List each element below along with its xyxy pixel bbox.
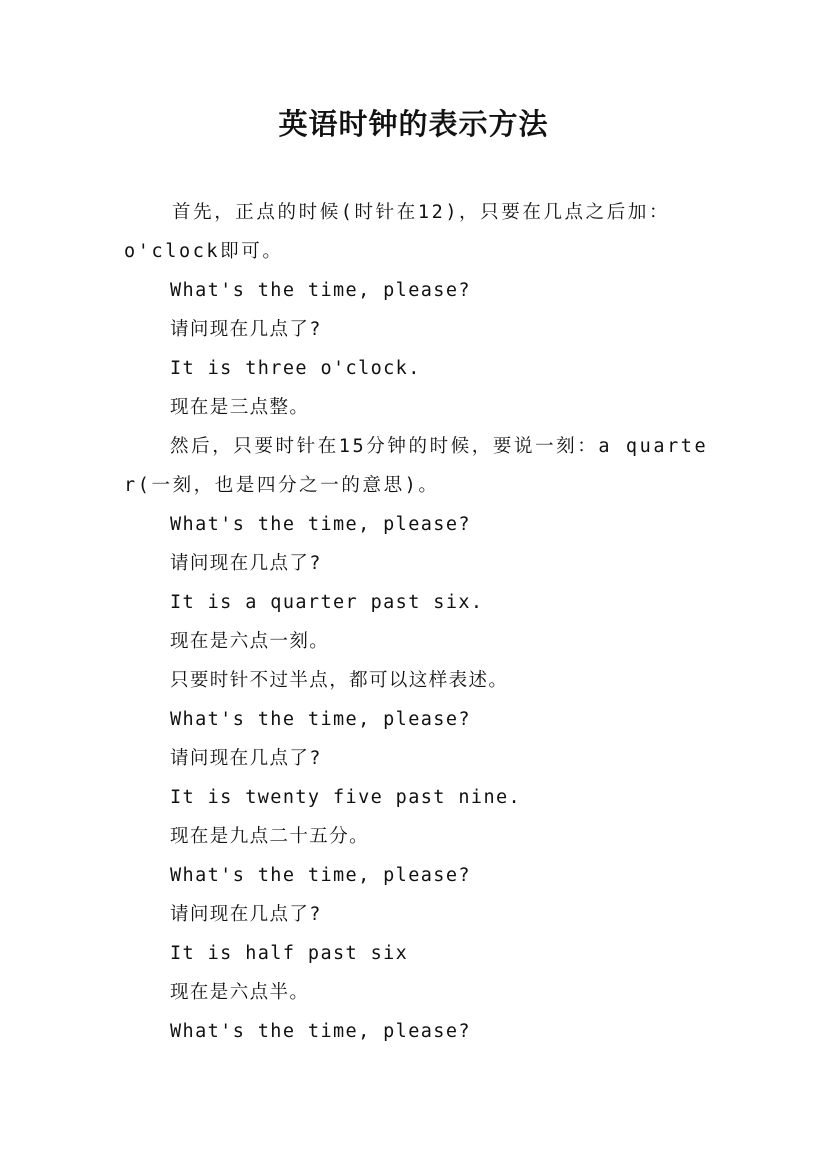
paragraph: What's the time, please? <box>170 280 471 301</box>
paragraph: 请问现在几点了? <box>170 319 322 340</box>
paragraph: 请问现在几点了? <box>170 748 322 769</box>
paragraph: What's the time, please? <box>170 1021 471 1042</box>
paragraph: 现在是三点整。 <box>170 397 310 418</box>
paragraph: 现在是六点一刻。 <box>170 631 330 652</box>
document-title: 英语时钟的表示方法 <box>278 107 549 141</box>
paragraph: 请问现在几点了? <box>170 904 322 925</box>
paragraph: What's the time, please? <box>170 514 471 535</box>
paragraph-quarter-intro: 然后，只要时针在15分钟的时候，要说一刻：a quarter(一刻，也是四分之一的意思)。 <box>124 436 709 496</box>
document-body <box>124 193 710 1051</box>
paragraph: What's the time, please? <box>170 709 471 730</box>
paragraph: 只要时针不过半点，都可以这样表述。 <box>170 670 509 691</box>
paragraph: 现在是六点半。 <box>170 982 310 1003</box>
paragraph: 现在是九点二十五分。 <box>170 826 370 847</box>
paragraph: 请问现在几点了? <box>170 553 322 574</box>
paragraph: What's the time, please? <box>170 865 471 886</box>
paragraph: It is three o'clock. <box>170 358 421 379</box>
paragraph: It is twenty five past nine. <box>170 787 522 808</box>
paragraph: It is half past six <box>170 943 409 964</box>
paragraph-intro: 首先，正点的时候(时针在12)，只要在几点之后加：o'clock即可。 <box>124 202 671 262</box>
paragraph: It is a quarter past six. <box>170 592 484 613</box>
